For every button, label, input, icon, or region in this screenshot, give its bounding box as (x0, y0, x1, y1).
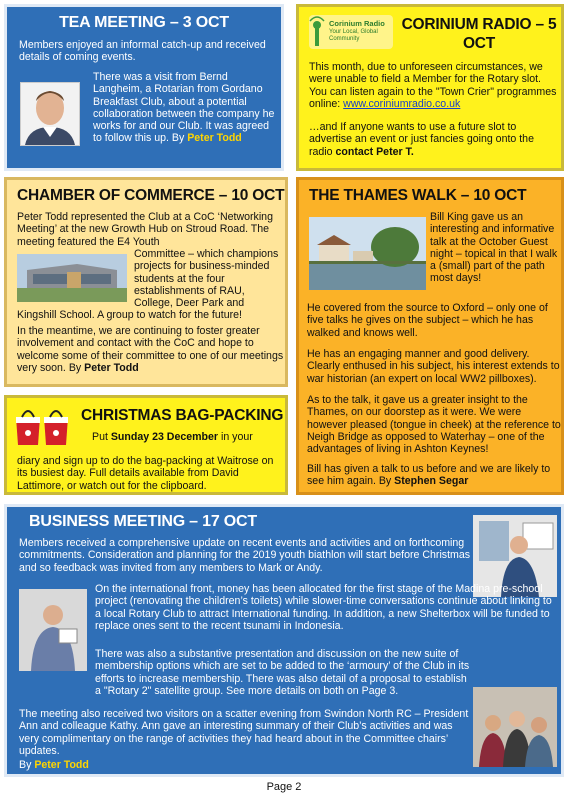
tea-meeting-body-text: There was a visit from Bernd Langheim, a Rotarian from Gordano Breakfast Club, about a potential collaboration between the company he works for and our Club. It was agreed to follow this up. By (93, 71, 275, 145)
tea-meeting-body (93, 71, 279, 145)
chamber-closing-text: In the meantime, we are continuing to foster greater involvement and contact with the CoC and hope to welcome some of their committee to one of our meetings very soon. By (17, 325, 284, 374)
business-byline (19, 759, 219, 771)
corinium-radio-body (309, 61, 559, 110)
page-number: Page 2 (266, 781, 302, 793)
chamber-of-commerce-section (4, 177, 288, 387)
thames-title: THE THAMES WALK – 10 OCT (309, 187, 527, 204)
corinium-radio-cta (309, 121, 559, 158)
chamber-middle: Committee – which champions projects for business-minded students at the four establishments of RAU, College, Deer Park and (134, 248, 279, 310)
corinium-radio-body-text: This month, due to unforeseen circumstances, we were unable to field a Member for the Rotary slot. You can listen again to the "Town Crier" programmes online: (309, 61, 557, 110)
tea-meeting-section (4, 4, 284, 171)
thames-author: Stephen Segar (394, 475, 469, 488)
business-international: On the international front, money has been allocated for the first stage of the Madina pre-school project (renovating the children’s toilets) while slower-time conversations continue about linking to a local Rotary Club to attract International funding. In addition, a new Shelterbox will be funded to replace ones sent to the recent tsunami in Indonesia. (95, 583, 552, 632)
christmas-title: CHRISTMAS BAG-PACKING (81, 407, 284, 424)
christmas-bags-image (12, 403, 72, 447)
portrait-photo (20, 82, 80, 146)
business-title: BUSINESS MEETING – 17 OCT (29, 513, 257, 530)
presenter-photo (19, 589, 87, 671)
thames-insight: As to the talk, it gave us a greater insight to the Thames, on our doorstep as it were. We were however pleased (tongue in cheek) at the reference to Neigh Bridge as opposed to Waterhay – one of the advantages of living in Ashton Keynes! (307, 394, 561, 456)
corinium-radio-contact: contact Peter T. (335, 145, 414, 158)
business-meeting-section (4, 504, 564, 777)
thames-source: He covered from the source to Oxford – only one of five talks he gives on the subject – which he has walked and knows well. (307, 302, 548, 339)
chamber-kingshill: Kingshill School. A group to watch for the future! (17, 309, 242, 321)
logo-tagline: Your Local, Global Community (329, 29, 378, 42)
corinium-radio-logo (307, 13, 395, 51)
radio-website-link[interactable]: www.coriniumradio.co.uk (343, 97, 461, 110)
corinium-radio-title: CORINIUM RADIO – 5 OCT (401, 16, 557, 52)
christmas-bag-packing-section (4, 395, 288, 495)
christmas-put-text: Put (92, 431, 111, 443)
corinium-radio-cta-text: …and If anyone wants to use a future slot to advertise an event or just fancies going onto the radio (309, 121, 534, 158)
corinium-radio-section (296, 4, 564, 171)
tea-meeting-intro: Members enjoyed an informal catch-up and received details of coming events. (19, 39, 266, 64)
tea-meeting-author: Peter Todd (187, 132, 242, 145)
logo-name: Corinium Radio (329, 19, 385, 28)
business-membership: There was also a substantive presentation and discussion on the new suite of membership options which are set to be added to the ‘armoury’ of the Club in its efforts to increase membership. There was also detail of a proposal to establish a "Rotary 2" satellite group. See more details on both on Page 3. (95, 648, 470, 697)
business-author: Peter Todd (34, 759, 89, 771)
business-intro: Members received a comprehensive update on recent events and activities and on forthcoming commitments. Consideration and planning for the 2019 youth biathlon will start before Christmas and so feedback was invited from any members to Mark or Andy. (19, 537, 471, 574)
business-visitors: The meeting also received two visitors on a scatter evening from Swindon North RC – President Ann and colleague Kathy. Ann gave an interesting summary of their Club’s activities and was very complimentary on the range of activities they had heard about in the Committee chairs’ updates. (19, 708, 469, 757)
tea-meeting-title: TEA MEETING – 3 OCT (59, 14, 229, 31)
chamber-title: CHAMBER OF COMMERCE – 10 OCT (17, 187, 285, 204)
christmas-date-line (92, 431, 284, 443)
chamber-closing (17, 325, 285, 374)
growth-hub-building-photo (17, 254, 127, 302)
thames-closing (307, 463, 561, 488)
chamber-author: Peter Todd (84, 361, 139, 374)
thames-closing-text: Bill has given a talk to us before and we are likely to see him again. By (307, 463, 551, 488)
visitors-photo (473, 687, 557, 767)
thames-walk-section (296, 177, 564, 495)
thames-manner: He has an engaging manner and good delivery. Clearly enthused in his subject, his interest extends to war historian (an expert on local WW2 pillboxes). (307, 348, 560, 385)
christmas-in-your-text: in your (218, 431, 253, 443)
river-thames-photo (309, 217, 426, 290)
thames-intro: Bill King gave us an interesting and informative talk at the October Guest night – topical in that I walk a (small) part of the path most days! (430, 211, 558, 285)
business-by-text: By (19, 759, 35, 771)
christmas-date: Sunday 23 December (110, 431, 219, 443)
chamber-intro: Peter Todd represented the Club at a CoC ‘Networking Meeting’ at the new Growth Hub on Stroud Road. The meeting featured the E4 Youth (17, 211, 273, 248)
christmas-details: diary and sign up to do the bag-packing at Waitrose on its busiest day. Full details available from David Lattimore, or watch out for the clipboard. (17, 455, 274, 492)
